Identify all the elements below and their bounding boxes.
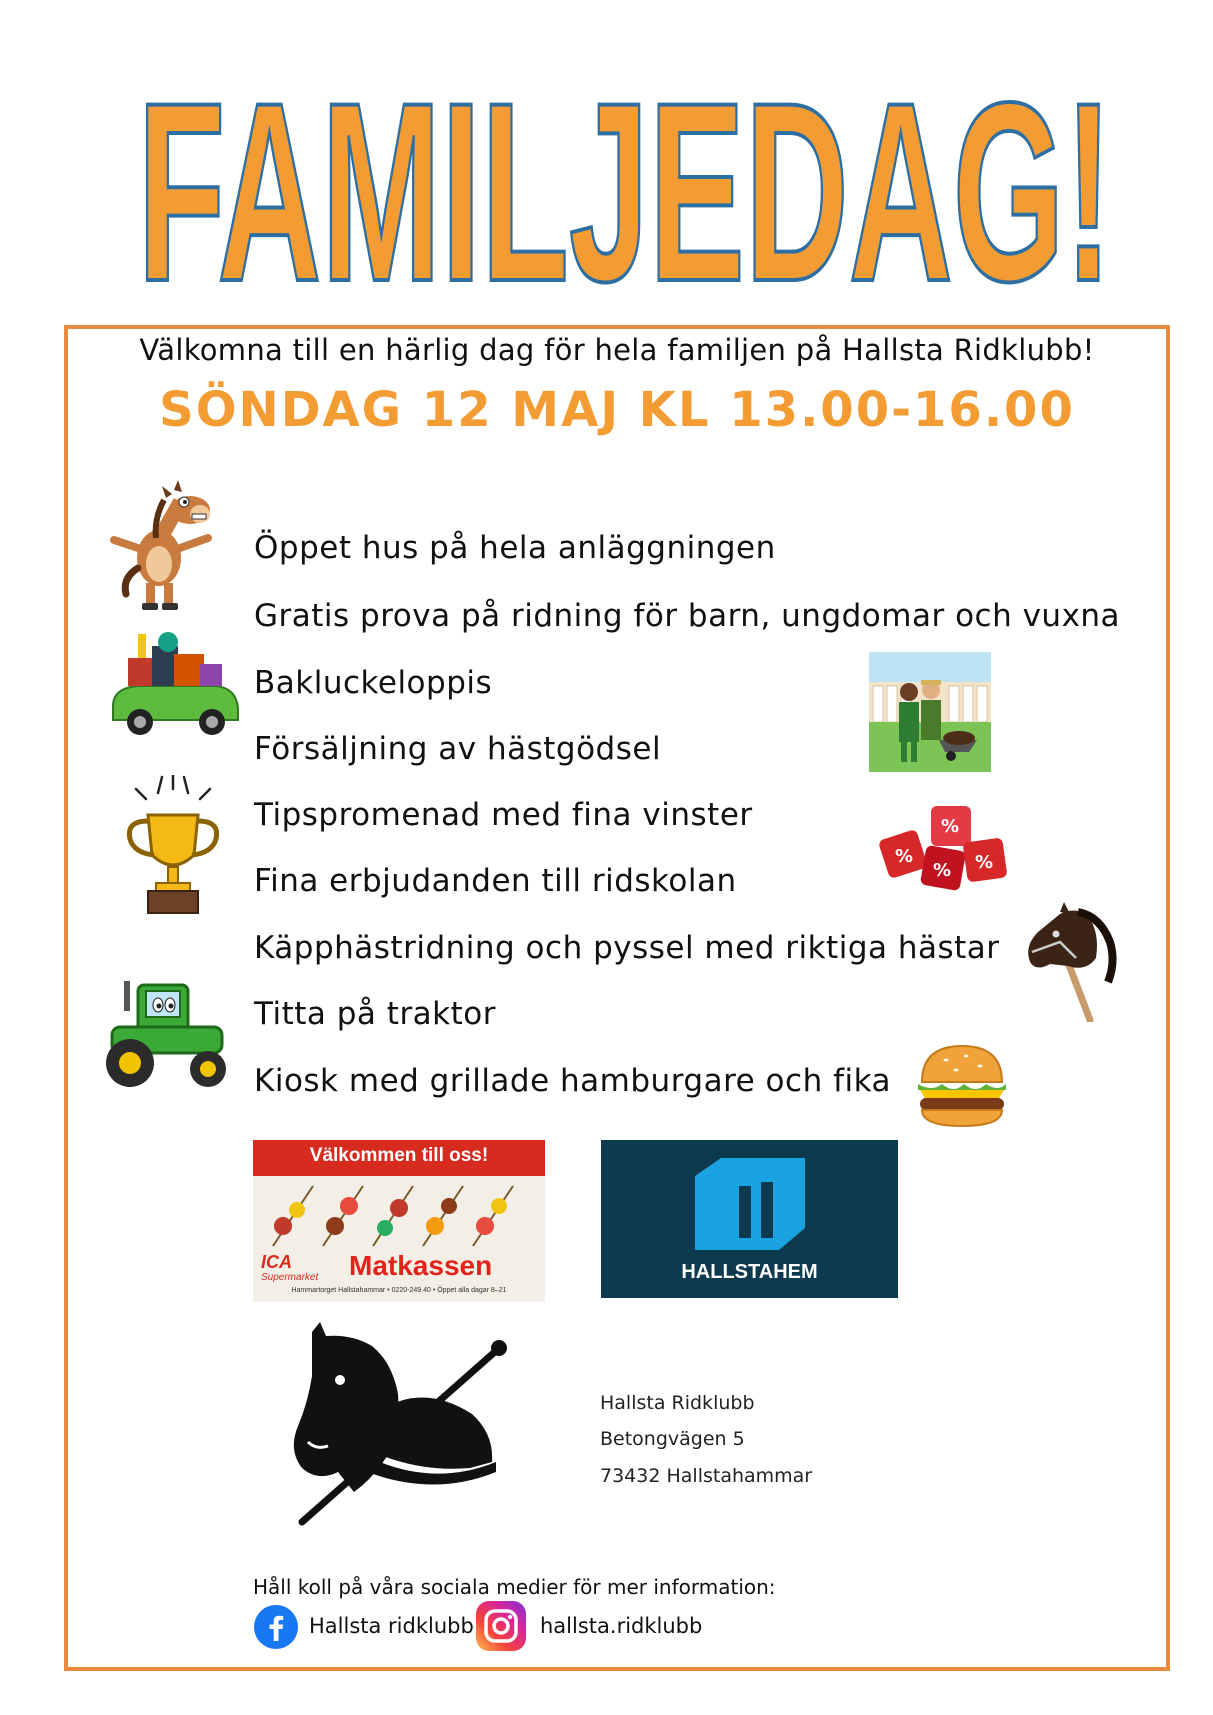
social-intro: Håll koll på våra sociala medier för mer information:: [253, 1575, 776, 1599]
page-title: FAMILJEDAG!: [137, 62, 1113, 312]
date-line: SÖNDAG 12 MAJ KL 13.00-16.00: [159, 382, 1075, 438]
ica-sub: Supermarket: [261, 1272, 319, 1283]
ica-sponsor-logo: [253, 1140, 545, 1302]
hallstahem-logo: [601, 1140, 898, 1298]
activity-item: Kiosk med grillade hamburgare och fika: [254, 1063, 892, 1099]
activity-item: Försäljning av hästgödsel: [254, 731, 662, 767]
activity-item: Bakluckeloppis: [254, 665, 493, 701]
address-name: Hallsta Ridklubb: [600, 1392, 755, 1414]
car-with-luggage-icon: [108, 628, 243, 743]
address-city: 73432 Hallstahammar: [600, 1465, 813, 1487]
activity-item: Gratis prova på ridning för barn, ungdomar och vuxna: [254, 598, 1121, 634]
trophy-icon: [118, 775, 228, 920]
hallstahem-name: HALLSTAHEM: [681, 1261, 818, 1283]
address-street: Betongvägen 5: [600, 1428, 745, 1450]
gardeners-icon: [869, 652, 991, 772]
activity-item: Öppet hus på hela anläggningen: [254, 530, 776, 566]
hallstahem-icon: [687, 1154, 813, 1254]
instagram-icon[interactable]: [475, 1600, 527, 1652]
activity-item: Tipspromenad med fina vinster: [254, 797, 753, 833]
ica-banner-text: Välkommen till oss!: [309, 1145, 489, 1166]
horse-helmet-logo-icon: [282, 1322, 507, 1527]
svg-text:%: %: [975, 852, 994, 873]
activity-item: Titta på traktor: [254, 996, 496, 1032]
food-skewers-icon: [253, 1176, 545, 1256]
ica-brand: ICA: [261, 1252, 292, 1272]
svg-text:%: %: [895, 846, 914, 867]
facebook-icon[interactable]: [253, 1604, 299, 1650]
cartoon-horse-icon: [104, 478, 224, 613]
activity-item: Fina erbjudanden till ridskolan: [254, 863, 737, 899]
tractor-icon: [98, 975, 238, 1095]
hamburger-icon: [912, 1040, 1012, 1132]
activity-item: Käpphästridning och pyssel med riktiga hästar: [254, 930, 1000, 966]
welcome-text: Välkomna till en härlig dag för hela familjen på Hallsta Ridklubb!: [139, 333, 1095, 367]
instagram-handle[interactable]: hallsta.ridklubb: [540, 1614, 703, 1638]
facebook-handle[interactable]: Hallsta ridklubb: [309, 1614, 474, 1638]
title-graphic: [130, 62, 1120, 312]
ica-name: Matkassen: [349, 1250, 493, 1281]
svg-text:%: %: [941, 816, 960, 837]
svg-text:%: %: [933, 860, 952, 881]
percent-dice-icon: [873, 800, 1011, 900]
hobby-horse-icon: [1020, 902, 1120, 1022]
ica-footer: Hammartorget Hallstahammar • 0220-249 40 • Öppet alla dagar 8–21: [291, 1287, 507, 1294]
